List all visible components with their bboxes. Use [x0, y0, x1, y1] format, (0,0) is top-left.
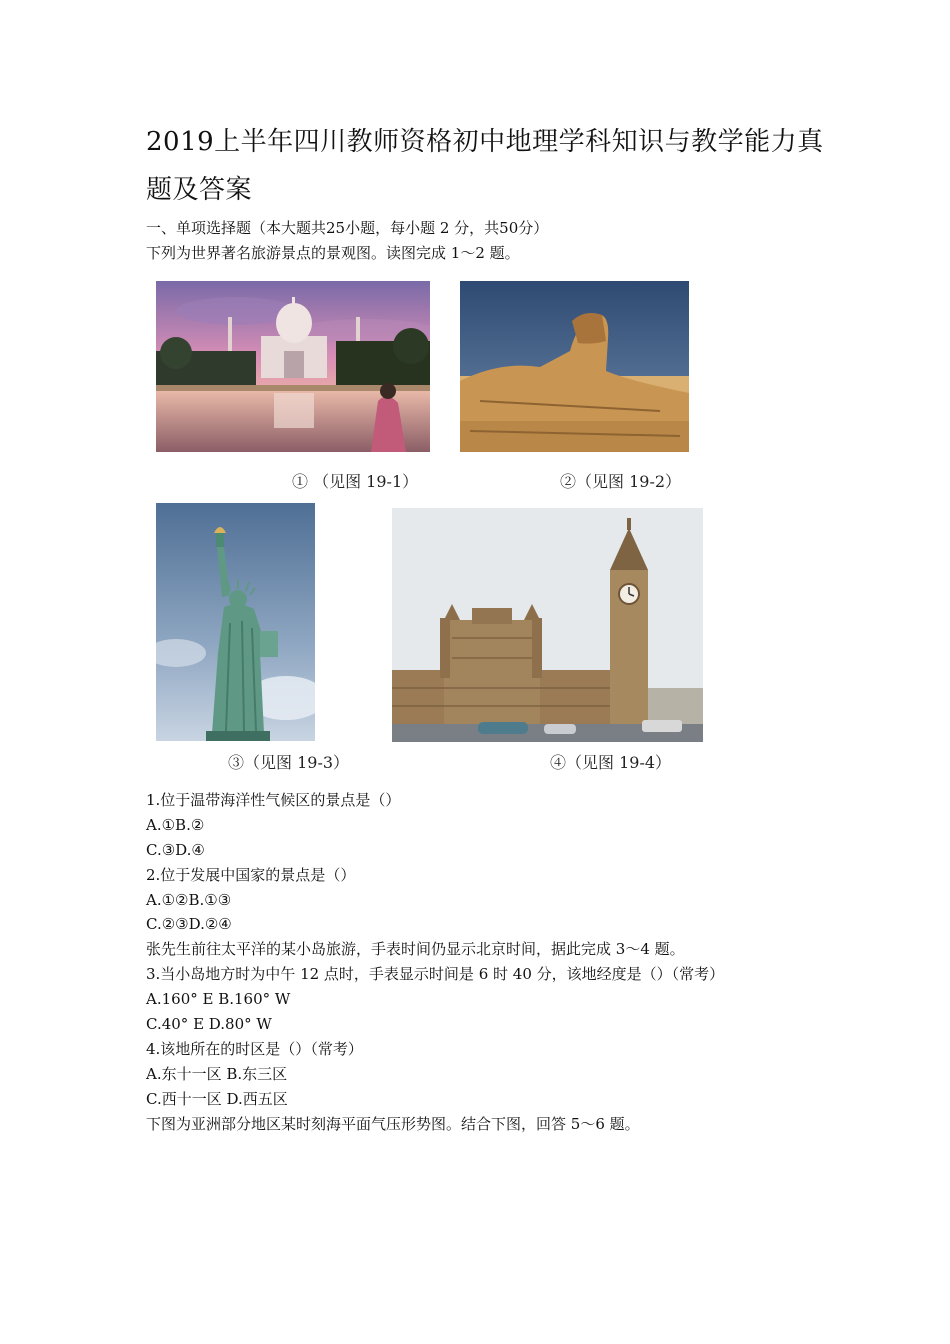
- sphinx-photo: [460, 281, 689, 452]
- question-2-stem: 2.位于发展中国家的景点是（）: [146, 866, 356, 884]
- intro-q1-2: 下列为世界著名旅游景点的景观图。读图完成 1～2 题。: [146, 244, 520, 262]
- document-title-line-1: 2019上半年四川教师资格初中地理学科知识与教学能力真: [146, 127, 824, 157]
- intro-q3-4: 张先生前往太平洋的某小岛旅游，手表时间仍显示北京时间，据此完成 3～4 题。: [146, 940, 685, 958]
- question-3-options-ab: A.160° E B.160° W: [146, 990, 291, 1008]
- taj-mahal-photo: [156, 281, 430, 452]
- figure-caption-4: ④（见图 19-4）: [550, 753, 672, 772]
- question-4-options-cd: C.西十一区 D.西五区: [146, 1090, 288, 1108]
- question-2-options-cd: C.②③D.②④: [146, 915, 232, 933]
- big-ben-photo: [392, 508, 703, 742]
- question-3-stem: 3.当小岛地方时为中午 12 点时，手表显示时间是 6 时 40 分，该地经度是（）（常考）: [146, 965, 725, 983]
- figure-caption-3: ③（见图 19-3）: [228, 753, 350, 772]
- question-1-options-cd: C.③D.④: [146, 841, 205, 859]
- section-heading: 一、单项选择题（本大题共25小题，每小题 2 分，共50分）: [146, 219, 549, 237]
- question-1-options-ab: A.①B.②: [146, 816, 205, 834]
- question-1-stem: 1.位于温带海洋性气候区的景点是（）: [146, 791, 401, 809]
- document-title-line-2: 题及答案: [146, 175, 253, 205]
- figure-caption-2: ②（见图 19-2）: [560, 472, 682, 491]
- question-4-options-ab: A.东十一区 B.东三区: [146, 1065, 288, 1083]
- statue-of-liberty-photo: [156, 503, 315, 741]
- question-2-options-ab: A.①②B.①③: [146, 891, 232, 909]
- question-3-options-cd: C.40° E D.80° W: [146, 1015, 272, 1033]
- figure-caption-1: ① （见图 19-1）: [292, 472, 419, 491]
- intro-q5-6: 下图为亚洲部分地区某时刻海平面气压形势图。结合下图，回答 5～6 题。: [146, 1115, 640, 1133]
- question-4-stem: 4.该地所在的时区是（）（常考）: [146, 1040, 363, 1058]
